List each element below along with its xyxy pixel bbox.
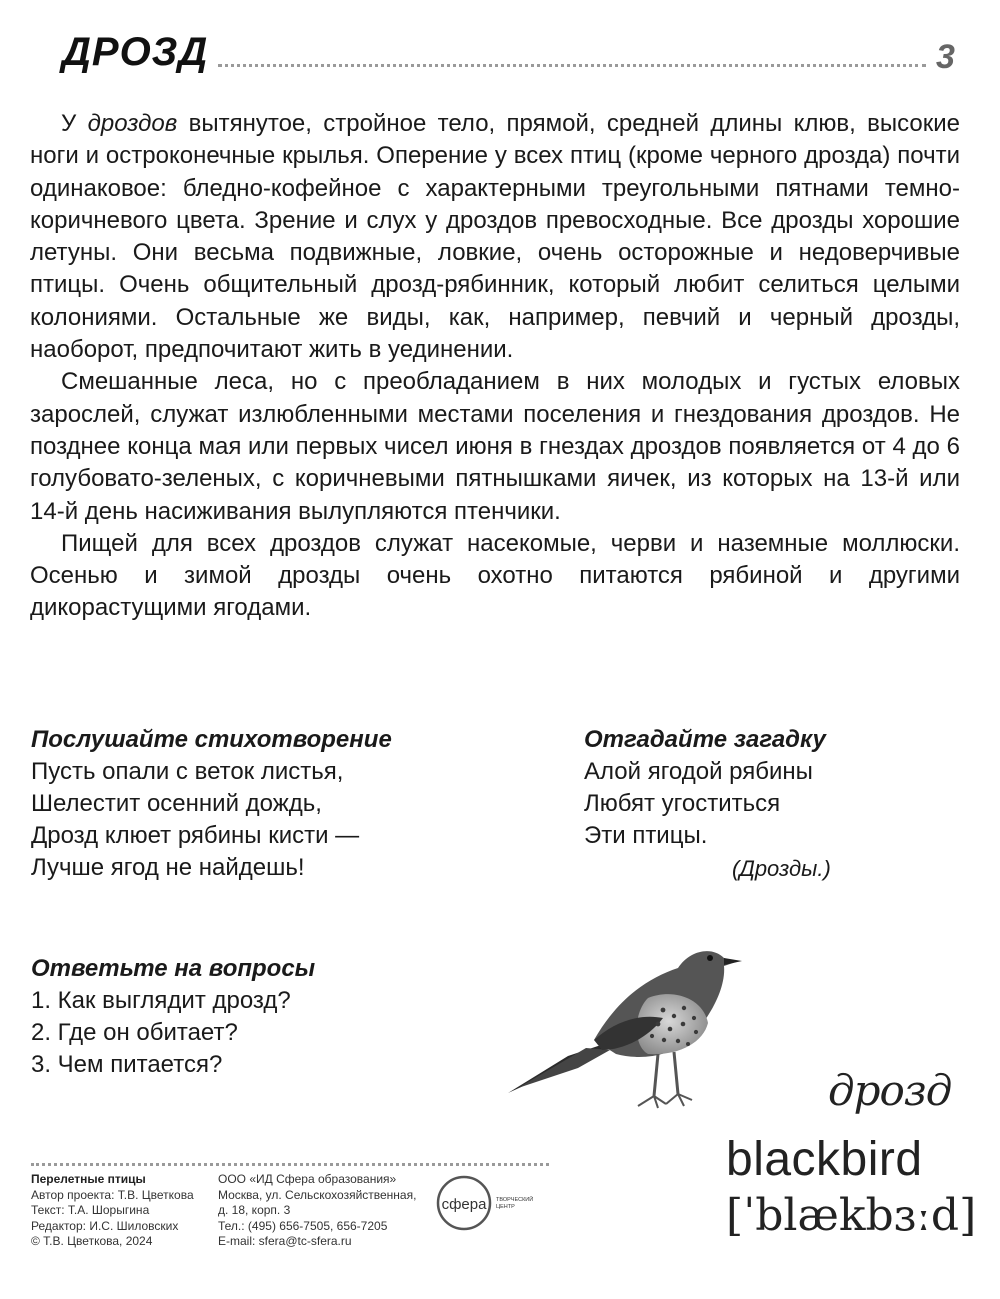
footer-credits xyxy=(31,1172,194,1250)
logo-subtext: ТВОРЧЕСКИЙ xyxy=(496,1197,534,1203)
footer-publisher xyxy=(218,1172,416,1250)
emphasis-term: дроздов xyxy=(87,110,178,137)
paragraph-3: Пищей для всех дроздов служат насекомые, черви и наземные моллюски. Осенью и зимой дрозды очень охотно питаются рябиной и другими дикорастущими ягодами. xyxy=(30,529,960,622)
publisher-line: д. 18, корп. 3 xyxy=(218,1203,291,1217)
title-dotted-leader xyxy=(218,64,926,67)
paragraph-2: Смешанные леса, но с преобладанием в них молодых и густых еловых зарослей, служат излюбленными местами поселения и гнездования дроздов. Не позднее конца мая или первых чисел июня в гнездах дроздов появляется от 4 до 6 голубовато-зеленых, с коричневыми пятнышками яичек, из которых на 13-й или 14-й день насиживания вылупляются птенчики. xyxy=(30,368,960,525)
publisher-line: E-mail: sfera@tc-sfera.ru xyxy=(218,1234,352,1248)
sfera-logo xyxy=(434,1170,554,1236)
riddle-answer: (Дрозды.) xyxy=(732,856,831,881)
poem-line: Шелестит осенний дождь, xyxy=(31,790,322,817)
poem-line: Пусть опали с веток листья, xyxy=(31,758,344,785)
english-word: blackbird xyxy=(726,1133,923,1186)
article-body xyxy=(30,108,960,625)
publisher-line: Москва, ул. Сельскохозяйственная, xyxy=(218,1187,417,1202)
paragraph-1: У дроздов вытянутое, стройное тело, прямой, средней длины клюв, высокие ноги и остроконечные крылья. Оперение у всех птиц (кроме черного дрозда) почти одинаковое: бледно-кофейное с характерными треугольными пятнами темно-коричневого цвета. Зрение и слух у дроздов превосходные. Все дрозды хорошие летуны. Они весьма подвижные, ловкие, очень осторожные и недоверчивые птицы. Очень общительный дрозд-рябинник, который любит селиться целыми колониями. Остальные же виды, как, например, певчий и черный дрозды, наоборот, предпочитают жить в уединении. xyxy=(30,110,960,364)
russian-script-word: дрозд xyxy=(828,1066,952,1115)
thrush-illustration xyxy=(498,928,744,1128)
poem-line: Дрозд клюет рябины кисти — xyxy=(31,822,360,849)
logo-subtext: ЦЕНТР xyxy=(496,1204,515,1210)
publisher-line: ООО «ИД Сфера образования» xyxy=(218,1172,397,1186)
riddle-heading: Отгадайте загадку xyxy=(584,726,826,753)
riddle-block xyxy=(584,724,826,852)
footer-credit-line: Редактор: И.С. Шиловских xyxy=(31,1218,179,1233)
riddle-line: Эти птицы. xyxy=(584,822,708,849)
footer-credit-line: Автор проекта: Т.В. Цветкова xyxy=(31,1187,194,1202)
logo-text: сфера xyxy=(441,1196,487,1213)
poem-block xyxy=(31,724,392,884)
question-item: 3. Чем питается? xyxy=(31,1051,223,1078)
question-item: 2. Где он обитает? xyxy=(31,1019,238,1046)
footer-credit-line: Текст: Т.А. Шорыгина xyxy=(31,1203,150,1217)
page-title: ДРОЗД xyxy=(62,30,209,74)
questions-block xyxy=(31,953,315,1081)
poem-heading: Послушайте стихотворение xyxy=(31,726,392,753)
publisher-line: Тел.: (495) 656-7505, 656-7205 xyxy=(218,1218,388,1233)
riddle-line: Алой ягодой рябины xyxy=(584,758,813,785)
question-item: 1. Как выглядит дрозд? xyxy=(31,987,291,1014)
transcription: [ˈblækbɜːd] xyxy=(726,1190,977,1241)
footer-credit-line: © Т.В. Цветкова, 2024 xyxy=(31,1234,153,1248)
footer-dotted-rule xyxy=(31,1163,549,1166)
questions-heading: Ответьте на вопросы xyxy=(31,955,316,982)
page-number: 3 xyxy=(936,38,955,76)
riddle-line: Любят угоститься xyxy=(584,790,781,817)
footer-series-title: Перелетные птицы xyxy=(31,1172,146,1186)
poem-line: Лучше ягод не найдешь! xyxy=(31,854,305,881)
